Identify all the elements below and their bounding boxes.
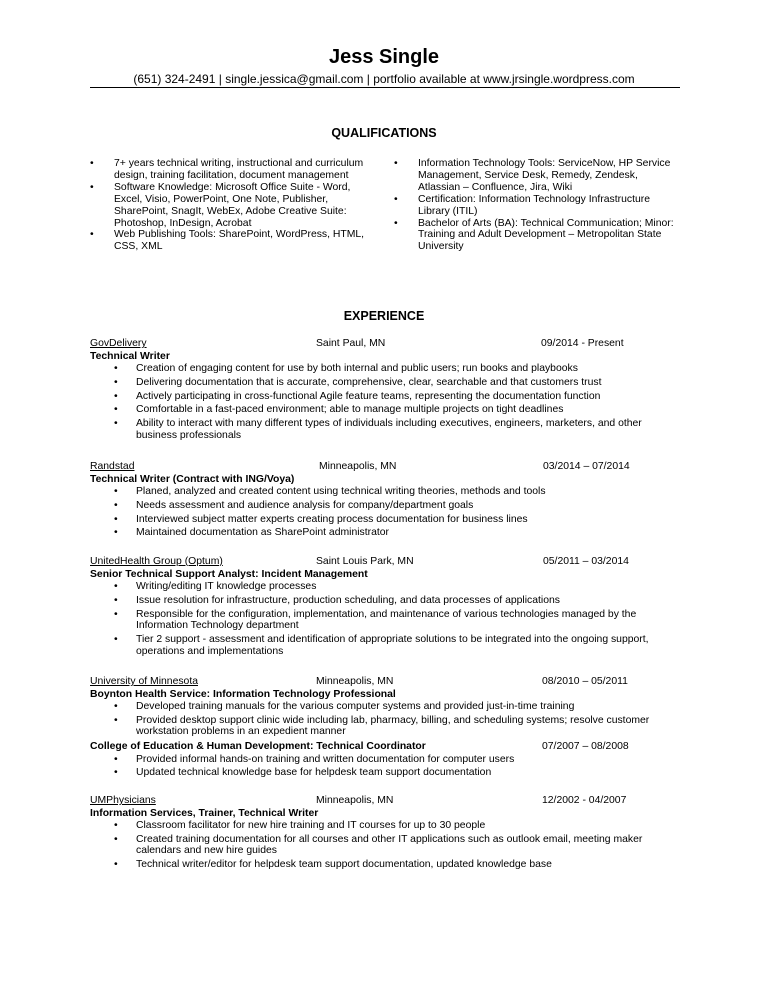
job-entry bbox=[90, 337, 680, 444]
job-dates: 05/2011 – 03/2014 bbox=[543, 556, 629, 567]
job-header bbox=[90, 337, 680, 351]
job-bullet: • Created training documentation for all courses and other IT applications such as outlook email, meeting maker calendars and new hire guides bbox=[90, 834, 680, 857]
job-subrole-header bbox=[90, 740, 680, 754]
job-bullets bbox=[90, 701, 680, 738]
job-bullet: • Responsible for the configuration, implementation, and maintenance of various technologies managed by the Information Technology department bbox=[90, 609, 680, 632]
job-bullet: • Actively participating in cross-functional Agile feature teams, representing the documentation function bbox=[90, 391, 680, 403]
job-bullet: • Provided informal hands-on training and written documentation for computer users bbox=[90, 754, 680, 766]
job-subrole-bullets bbox=[90, 754, 680, 779]
job-location: Saint Louis Park, MN bbox=[316, 556, 414, 567]
job-dates: 08/2010 – 05/2011 bbox=[542, 676, 628, 687]
job-header bbox=[90, 460, 680, 474]
job-subrole-title: College of Education & Human Development: Technical Coordinator bbox=[90, 741, 426, 753]
job-entry bbox=[90, 460, 680, 541]
job-location: Minneapolis, MN bbox=[316, 795, 394, 806]
job-dates: 03/2014 – 07/2014 bbox=[543, 461, 630, 472]
job-title: Boynton Health Service: Information Technology Professional bbox=[90, 688, 396, 700]
job-location: Minneapolis, MN bbox=[316, 676, 394, 687]
job-bullet: • Creation of engaging content for use by both internal and public users; run books and playbooks bbox=[90, 363, 680, 375]
job-bullets bbox=[90, 486, 680, 539]
job-location: Saint Paul, MN bbox=[316, 338, 386, 349]
job-bullet: • Needs assessment and audience analysis for company/department goals bbox=[90, 500, 680, 512]
qualifications-right-list bbox=[394, 158, 682, 253]
job-title: Technical Writer bbox=[90, 350, 170, 362]
job-subrole-dates: 07/2007 – 08/2008 bbox=[542, 741, 629, 753]
employer-name: UnitedHealth Group (Optum) bbox=[90, 556, 223, 567]
job-bullet: • Provided desktop support clinic wide including lab, pharmacy, billing, and scheduling systems; resolve customer workstation problems in an expedient manner bbox=[90, 715, 680, 738]
job-entry bbox=[90, 555, 680, 659]
job-title: Technical Writer (Contract with ING/Voya) bbox=[90, 473, 295, 485]
header-divider bbox=[90, 87, 680, 88]
contact-line: (651) 324-2491 | single.jessica@gmail.com | portfolio available at www.jrsingle.wordpress.com bbox=[133, 72, 635, 86]
job-title: Senior Technical Support Analyst: Incident Management bbox=[90, 568, 368, 580]
job-dates: 12/2002 - 04/2007 bbox=[542, 795, 627, 806]
job-dates: 09/2014 - Present bbox=[541, 338, 624, 349]
employer-name: Randstad bbox=[90, 461, 135, 472]
qualification-item: • Software Knowledge: Microsoft Office Suite - Word, Excel, Visio, PowerPoint, One Note, Publisher, SharePoint, SnagIt, WebEx, Adobe Creative Suite: Photoshop, InDesign, Acrobat bbox=[90, 182, 370, 230]
job-header bbox=[90, 555, 680, 569]
qualification-item: • Web Publishing Tools: SharePoint, WordPress, HTML, CSS, XML bbox=[90, 229, 370, 253]
job-bullet: • Interviewed subject matter experts creating process documentation for business lines bbox=[90, 514, 680, 526]
job-bullet: • Developed training manuals for the various computer systems and provided just-in-time training bbox=[90, 701, 680, 713]
job-bullets bbox=[90, 581, 680, 657]
job-bullet: • Writing/editing IT knowledge processes bbox=[90, 581, 680, 593]
job-bullets bbox=[90, 363, 680, 441]
qualification-item: • Information Technology Tools: ServiceNow, HP Service Management, Service Desk, Remedy, Zendesk, Atlassian – Confluence, Jira, Wiki bbox=[394, 158, 682, 194]
candidate-name: Jess Single bbox=[328, 46, 440, 68]
qualification-item: • Bachelor of Arts (BA): Technical Communication; Minor: Training and Adult Development – Metropolitan State University bbox=[394, 218, 682, 254]
job-header bbox=[90, 794, 680, 808]
job-bullet: • Classroom facilitator for new hire training and IT courses for up to 30 people bbox=[90, 820, 680, 832]
job-bullets bbox=[90, 820, 680, 871]
job-bullet: • Ability to interact with many different types of individuals including executives, engineers, marketers, and other business professionals bbox=[90, 418, 680, 441]
job-entry bbox=[90, 794, 680, 873]
employer-name: GovDelivery bbox=[90, 338, 147, 349]
qualification-item: • Certification: Information Technology Infrastructure Library (ITIL) bbox=[394, 194, 682, 218]
job-bullet: • Comfortable in a fast-paced environment; able to manage multiple projects on tight deadlines bbox=[90, 404, 680, 416]
qualifications-left-list bbox=[90, 158, 370, 253]
job-title: Information Services, Trainer, Technical Writer bbox=[90, 807, 319, 819]
job-location: Minneapolis, MN bbox=[319, 461, 397, 472]
qualification-item: • 7+ years technical writing, instructional and curriculum design, training facilitation, document management bbox=[90, 158, 370, 182]
job-bullet: • Tier 2 support - assessment and identification of appropriate solutions to be integrated into the ongoing support, operations and implementations bbox=[90, 634, 680, 657]
qualifications-heading: QUALIFICATIONS bbox=[331, 126, 437, 140]
employer-name: UMPhysicians bbox=[90, 795, 156, 806]
job-header bbox=[90, 675, 680, 689]
employer-name: University of Minnesota bbox=[90, 676, 198, 687]
job-entry bbox=[90, 675, 680, 781]
job-bullet: • Updated technical knowledge base for helpdesk team support documentation bbox=[90, 767, 680, 779]
job-bullet: • Planed, analyzed and created content using technical writing theories, methods and tools bbox=[90, 486, 680, 498]
job-bullet: • Issue resolution for infrastructure, production scheduling, and data processes of applications bbox=[90, 595, 680, 607]
job-bullet: • Delivering documentation that is accurate, comprehensive, clear, searchable and that customers trust bbox=[90, 377, 680, 389]
job-bullet: • Maintained documentation as SharePoint administrator bbox=[90, 527, 680, 539]
experience-heading: EXPERIENCE bbox=[343, 309, 425, 323]
job-bullet: • Technical writer/editor for helpdesk team support documentation, updated knowledge base bbox=[90, 859, 680, 871]
